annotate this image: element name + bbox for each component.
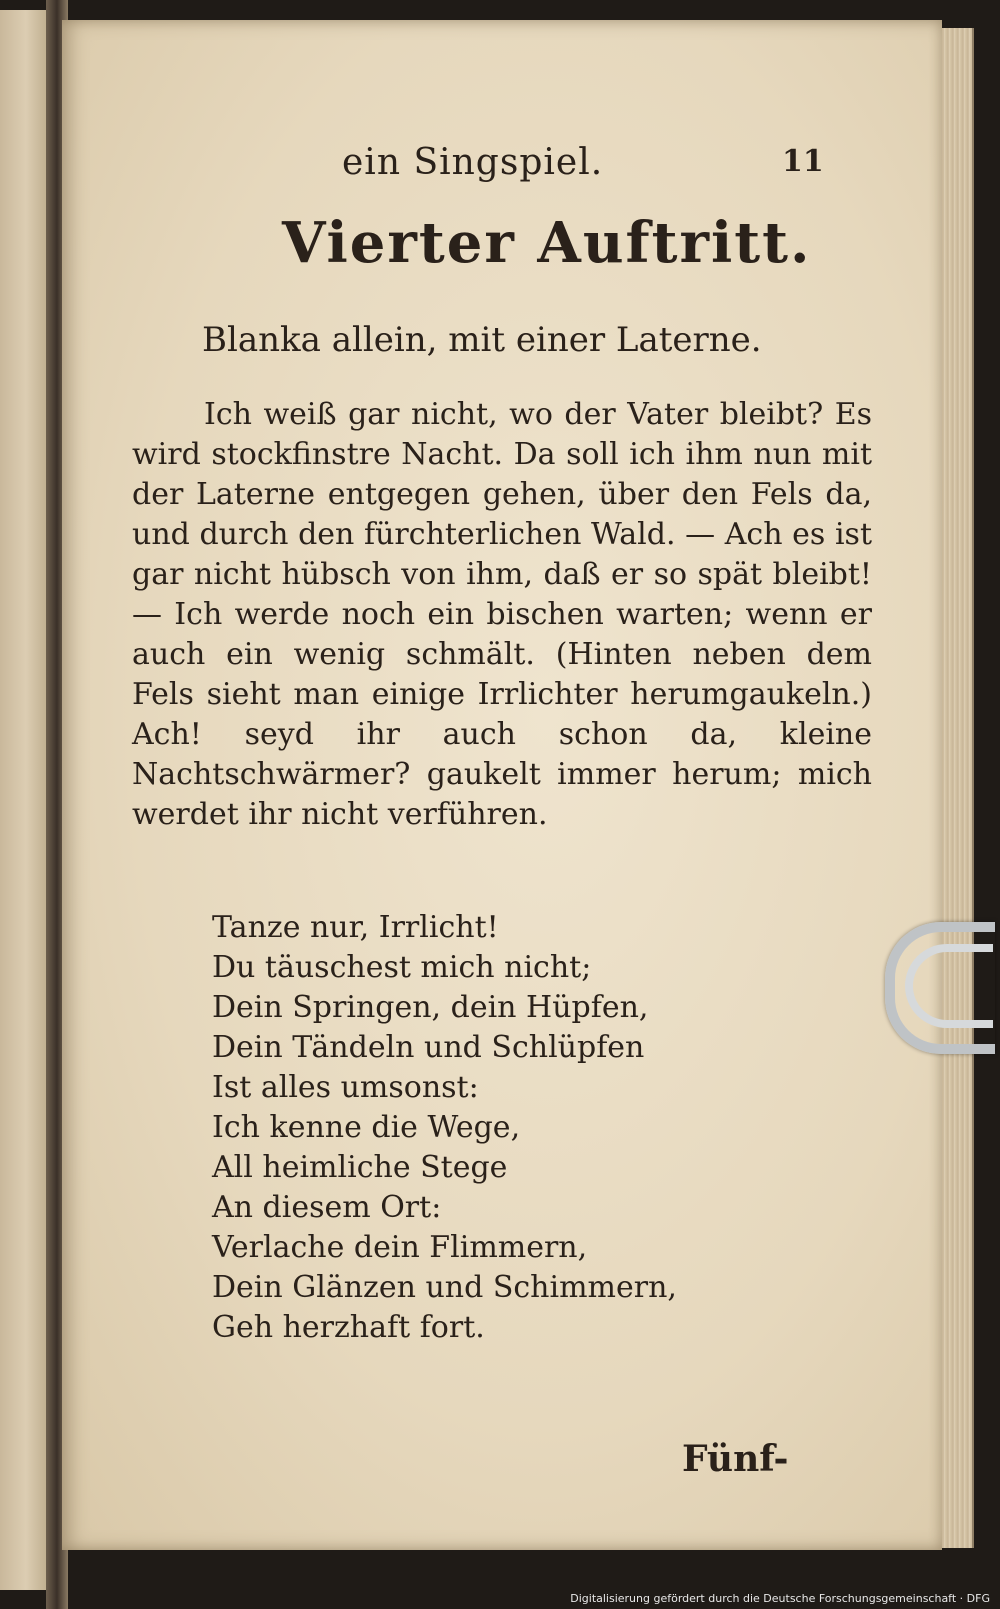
verse-line: All heimliche Stege bbox=[212, 1150, 508, 1185]
verse-line: Verlache dein Flimmern, bbox=[212, 1230, 588, 1265]
page-number: 11 bbox=[782, 144, 824, 179]
book-page bbox=[62, 20, 942, 1550]
verse-line: Ist alles umsonst: bbox=[212, 1070, 479, 1105]
paper-clip-inner bbox=[905, 944, 993, 1028]
verse-line: An diesem Ort: bbox=[212, 1190, 442, 1225]
prose-paragraph: Ich weiß gar nicht, wo der Vater bleibt? Es wird stockfinstre Nacht. Da soll ich ihm nun mit der Laterne entgegen gehen, über den Fels da, und durch den fürchterlichen Wald. — Ach es ist gar nicht hübsch von ihm, daß er so spät bleibt! — Ich werde noch ein bischen warten; wenn er auch ein wenig schmält. (Hinten neben dem Fels sieht man einige Irrlichter herumgaukeln.) Ach! seyd ihr auch schon da, kleine Nachtschwärmer? gaukelt immer herum; mich werdet ihr nicht verführen. bbox=[132, 397, 872, 832]
running-head: ein Singspiel. bbox=[342, 142, 604, 183]
verse-line: Dein Springen, dein Hüpfen, bbox=[212, 990, 649, 1025]
scene-heading: Vierter Auftritt. bbox=[282, 210, 812, 276]
verse-line: Ich kenne die Wege, bbox=[212, 1110, 521, 1145]
stage-direction: Blanka allein, mit einer Laterne. bbox=[202, 320, 762, 360]
verse-line: Tanze nur, Irrlicht! bbox=[212, 910, 499, 945]
catchword: Fünf- bbox=[682, 1438, 789, 1480]
verse-block bbox=[212, 908, 677, 1348]
verse-line: Du täuschest mich nicht; bbox=[212, 950, 592, 985]
verse-line: Dein Tändeln und Schlüpfen bbox=[212, 1030, 645, 1065]
adjacent-page bbox=[0, 10, 52, 1590]
digitization-footer: Digitalisierung gefördert durch die Deutsche Forschungsgemeinschaft · DFG bbox=[570, 1592, 990, 1605]
verse-line: Geh herzhaft fort. bbox=[212, 1310, 485, 1345]
verse-line: Dein Glänzen und Schimmern, bbox=[212, 1270, 677, 1305]
